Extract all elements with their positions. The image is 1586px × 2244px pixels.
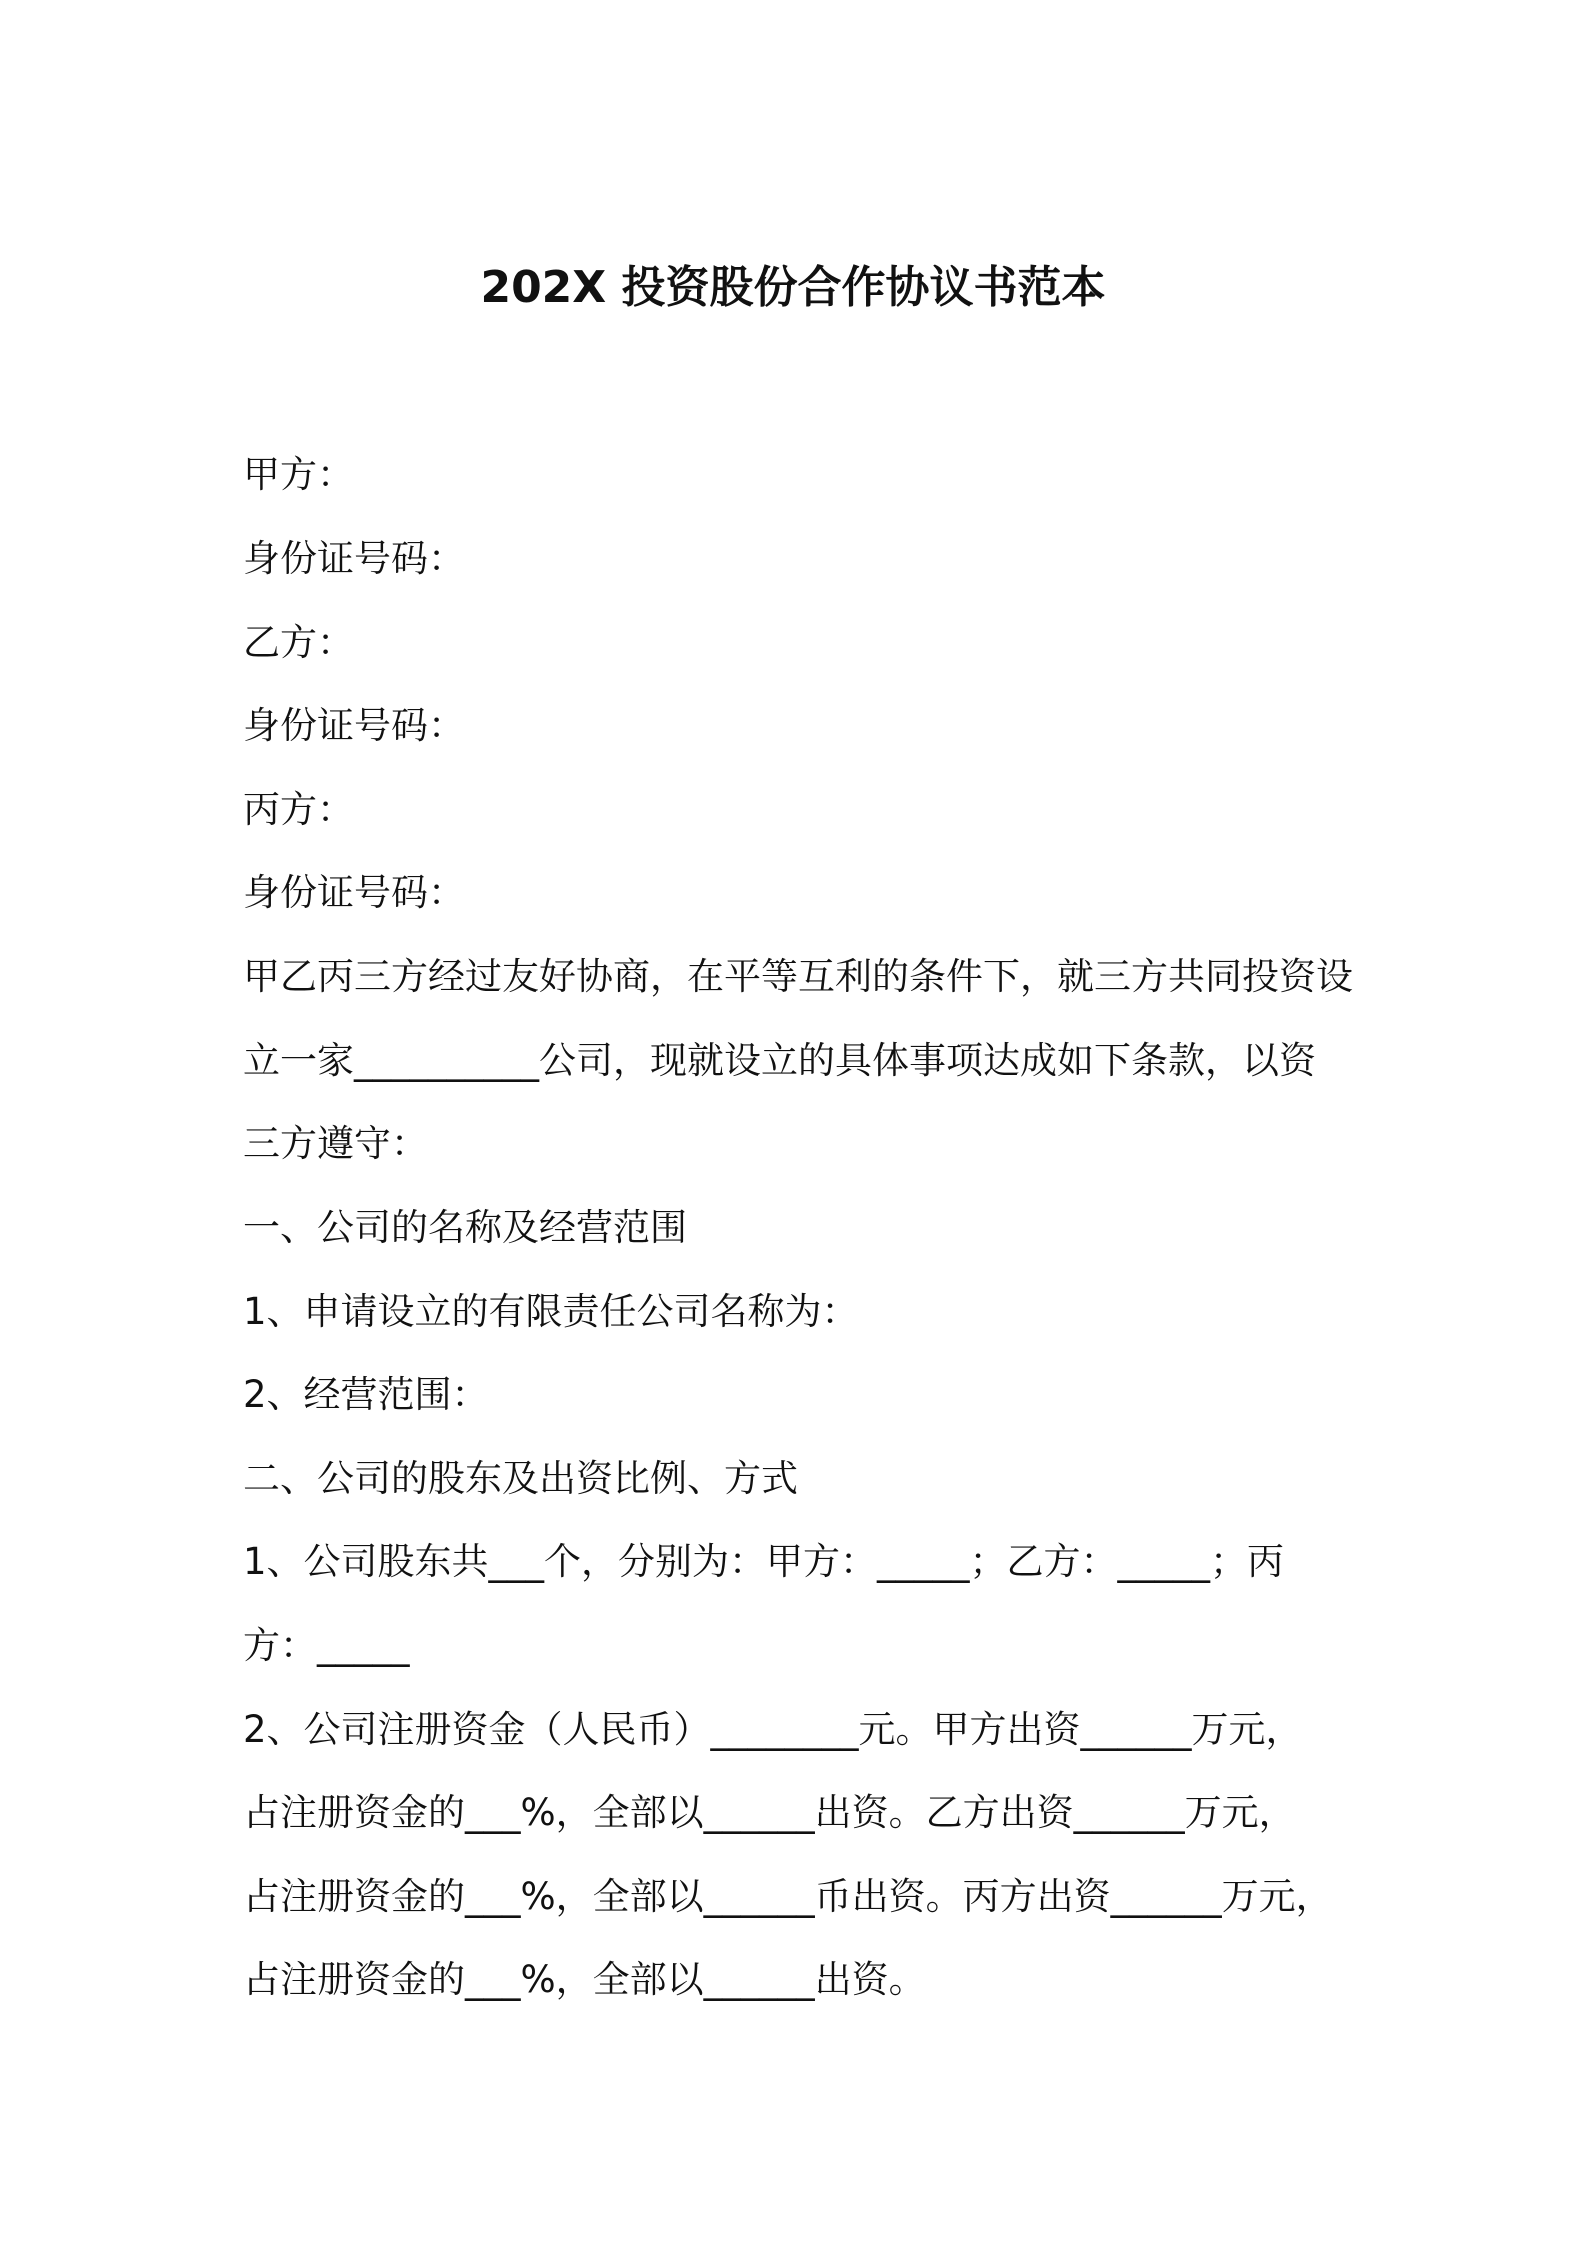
clause-line: 2、公司注册资金（人民币）________元。甲方出资______万元， [243,1708,1303,1751]
party-b-label: 乙方： [243,621,354,664]
preamble-line: 三方遵守： [243,1122,428,1165]
preamble-line: 甲乙丙三方经过友好协商，在平等互利的条件下，就三方共同投资设 [243,955,1353,998]
clause-line: 1、公司股东共___个，分别为：甲方：_____；乙方：_____；丙 [243,1540,1285,1583]
party-a-id-label: 身份证号码： [243,537,465,580]
clause-line: 1、申请设立的有限责任公司名称为： [243,1290,859,1333]
document-title: 202X 投资股份合作协议书范本 [480,262,1106,313]
party-c-label: 丙方： [243,788,354,831]
section-heading: 一、公司的名称及经营范围 [243,1206,687,1249]
preamble-line: 立一家__________公司，现就设立的具体事项达成如下条款，以资 [243,1039,1316,1082]
party-b-id-label: 身份证号码： [243,704,465,747]
clause-line: 方：_____ [243,1624,410,1667]
section-heading: 二、公司的股东及出资比例、方式 [243,1457,798,1500]
clause-line: 2、经营范围： [243,1373,489,1416]
party-c-id-label: 身份证号码： [243,871,465,914]
clause-line: 占注册资金的___%，全部以______币出资。丙方出资______万元， [243,1875,1333,1918]
clause-line: 占注册资金的___%，全部以______出资。乙方出资______万元， [243,1791,1296,1834]
clause-line: 占注册资金的___%，全部以______出资。 [243,1958,926,2001]
party-a-label: 甲方： [243,453,354,496]
